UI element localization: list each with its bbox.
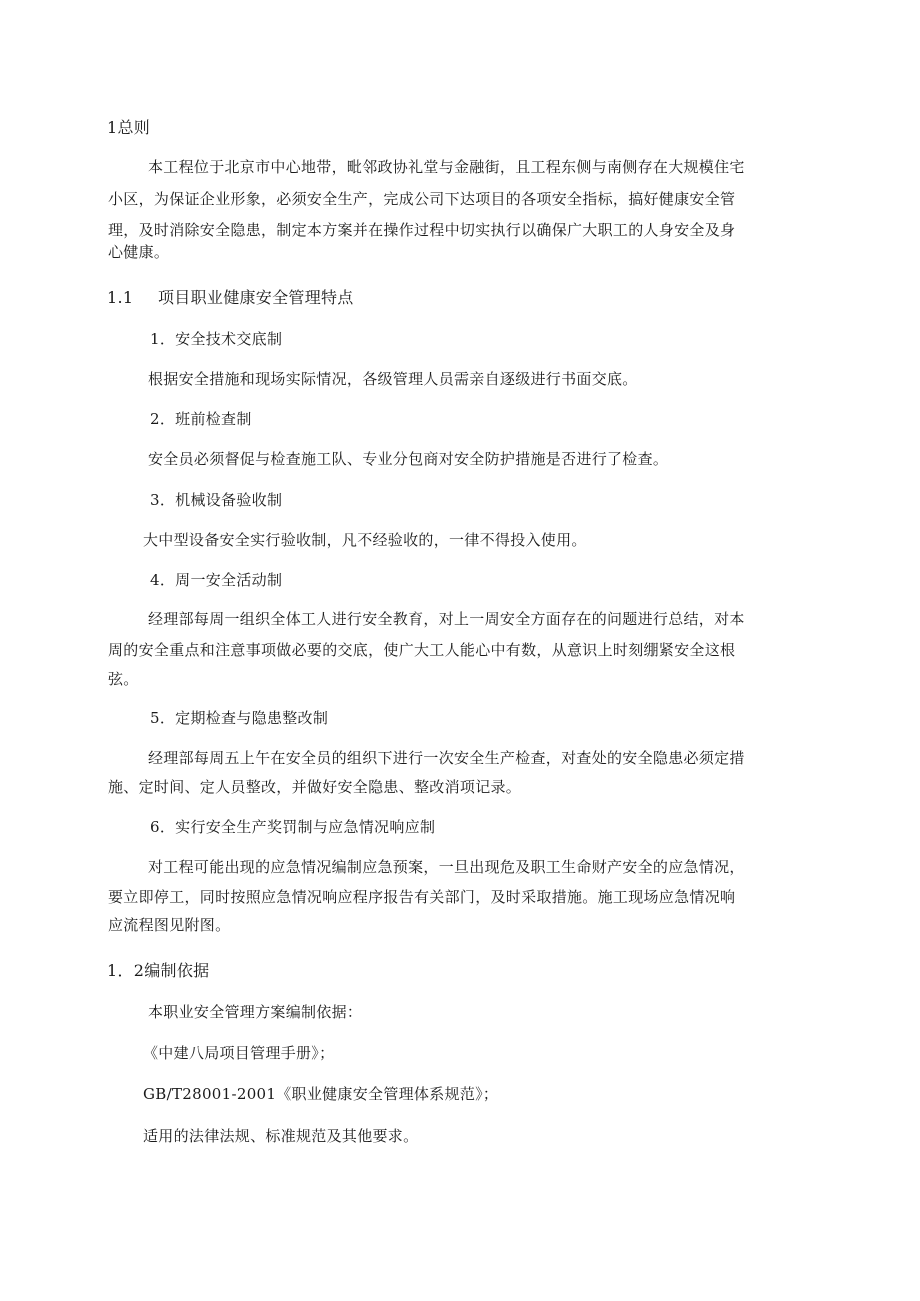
subsection-title: 项目职业健康安全管理特点 [158, 288, 354, 307]
paragraph-line: 弦。 [108, 670, 139, 688]
paragraph-line: 大中型设备安全实行验收制，凡不经验收的，一律不得投入使用。 [143, 531, 587, 549]
paragraph-line: 周的安全重点和注意事项做必要的交底，使广大工人能心中有数，从意识上时刻绷紧安全这根 [108, 641, 736, 659]
paragraph-line: 本职业安全管理方案编制依据： [148, 1003, 363, 1021]
paragraph-line: 小区，为保证企业形象，必须安全生产，完成公司下达项目的各项安全指标，搞好健康安全管 [108, 190, 736, 208]
section-heading: 1总则 [107, 118, 151, 137]
item-label: 5．定期检查与隐患整改制 [150, 709, 329, 727]
subsection-number: 1.1 [107, 288, 134, 307]
item-label: 6．实行安全生产奖罚制与应急情况响应制 [150, 818, 436, 836]
paragraph-line: 要立即停工，同时按照应急情况响应程序报告有关部门，及时采取措施。施工现场应急情况响 [108, 888, 736, 906]
reference-item: 适用的法律法规、标准规范及其他要求。 [143, 1127, 419, 1145]
item-label: 4．周一安全活动制 [150, 571, 283, 589]
paragraph-line: 安全员必须督促与检查施工队、专业分包商对安全防护措施是否进行了检查。 [148, 450, 669, 468]
paragraph-line: 经理部每周五上午在安全员的组织下进行一次安全生产检查，对查处的安全隐患必须定措 [148, 749, 745, 767]
paragraph-line: 对工程可能出现的应急情况编制应急预案，一旦出现危及职工生命财产安全的应急情况， [148, 858, 745, 876]
subsection-heading: 1．2编制依据 [107, 961, 210, 980]
reference-item: GB/T28001-2001《职业健康安全管理体系规范》； [143, 1085, 499, 1103]
paragraph-line: 根据安全措施和现场实际情况，各级管理人员需亲自逐级进行书面交底。 [148, 370, 638, 388]
paragraph-line: 本工程位于北京市中心地带，毗邻政协礼堂与金融街，且工程东侧与南侧存在大规模住宅 [148, 158, 745, 176]
reference-item: 《中建八局项目管理手册》； [143, 1044, 335, 1062]
item-label: 2．班前检查制 [150, 410, 252, 428]
paragraph-line: 应流程图见附图。 [108, 916, 231, 934]
paragraph-line: 心健康。 [108, 243, 170, 261]
paragraph-line: 经理部每周一组织全体工人进行安全教育，对上一周安全方面存在的问题进行总结，对本 [148, 610, 745, 628]
paragraph-line: 施、定时间、定人员整改，并做好安全隐患、整改消项记录。 [108, 778, 522, 796]
paragraph-line: 理，及时消除安全隐患，制定本方案并在操作过程中切实执行以确保广大职工的人身安全及身 [108, 221, 736, 239]
item-label: 3．机械设备验收制 [150, 491, 283, 509]
item-label: 1．安全技术交底制 [150, 330, 283, 348]
